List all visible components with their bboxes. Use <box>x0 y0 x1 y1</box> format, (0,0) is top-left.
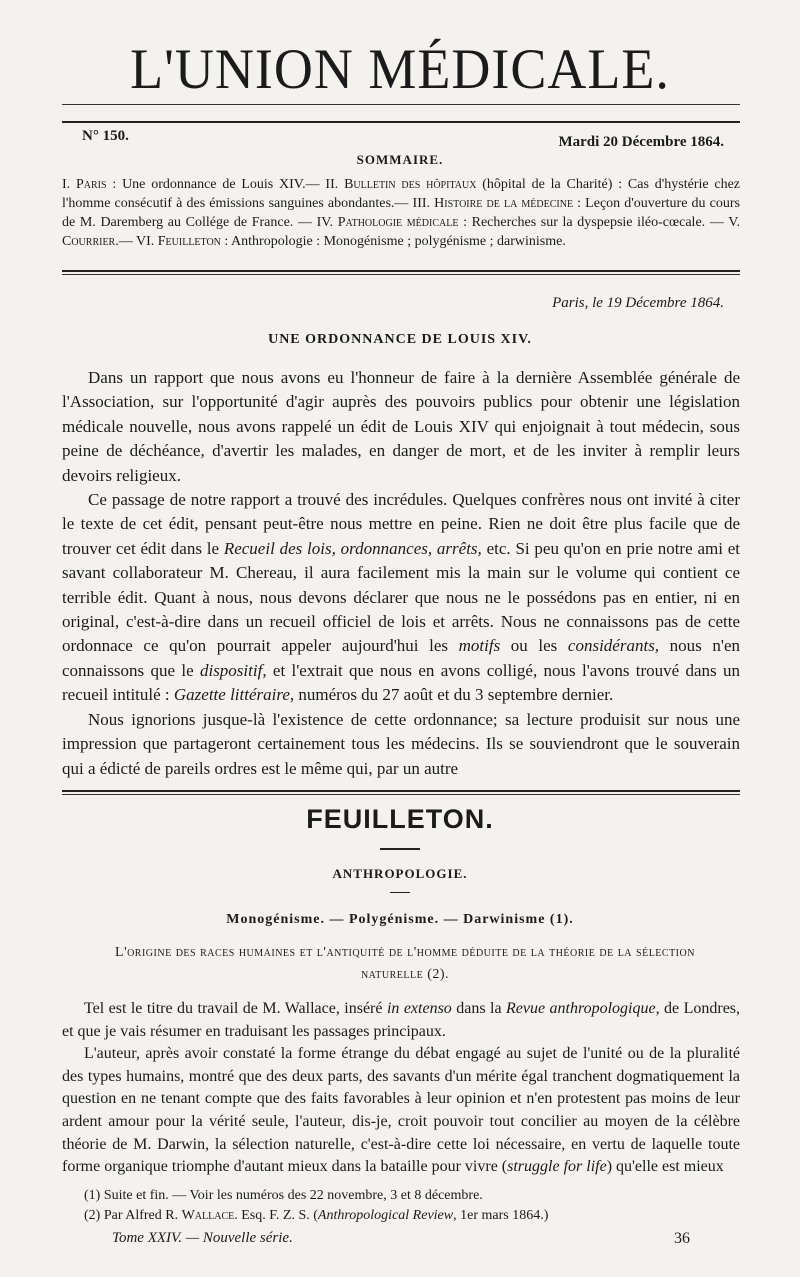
italic-span: Recueil des lois, ordonnances, arrêts, <box>223 538 482 558</box>
italic-span: Revue anthropologique, <box>506 1000 660 1017</box>
feuilleton-subtitle: Monogénisme. — Polygénisme. — Darwinisme (1). <box>226 912 574 927</box>
issue-number: N° 150. <box>82 128 129 144</box>
italic-span: in extenso <box>386 1000 452 1017</box>
sommaire-heading: SOMMAIRE. <box>356 152 444 167</box>
feuilleton-rule-thin <box>62 794 740 795</box>
feuilleton-paragraph <box>62 998 740 1043</box>
section-short-rule <box>390 892 410 893</box>
italic-span: considérants, <box>567 636 660 656</box>
italic-span: struggle for life <box>507 1158 607 1176</box>
article-title: UNE ORDONNANCE DE LOUIS XIV. <box>268 332 532 347</box>
text-span: Tel est le titre du travail de M. Wallace, inséré <box>84 1000 387 1017</box>
text-span: ou les <box>500 636 568 656</box>
summary-rule <box>62 270 740 272</box>
text-span: numéros du 27 août et du 3 septembre dernier. <box>294 685 614 705</box>
article-body <box>62 366 740 781</box>
text-span: etc. Si peu qu'on en prie notre ami et savant collaborateur M. Chereau, il aura facilement mis la main sur le volume qui contient ce terrible édit. Quant à nous, nous devons déclarer que nous ne le possédons pas en entier, ni en original, c'est-à-dire dans un recueil officiel de lois et arrêts. Nous ne connaissons pas de cette ordonnace ce qu'on pourrait appeler aujourd'hui les <box>62 538 740 656</box>
summary-text: .— VI. <box>115 234 158 249</box>
summary-text: : Une ordonnance de Louis XIV.— II. <box>106 177 345 192</box>
footnotes <box>84 1186 740 1226</box>
italic-span: dispositif, <box>199 660 267 680</box>
text-span: ) qu'elle est mieux <box>606 1158 724 1176</box>
masthead-rule <box>62 104 740 105</box>
page-number: 36 <box>674 1230 690 1247</box>
masthead-title: L'UNION MÉDICALE. <box>130 37 670 101</box>
article-dateline: Paris, le 19 Décembre 1864. <box>552 295 724 311</box>
section-heading: ANTHROPOLOGIE. <box>332 866 468 881</box>
summary-section-name: Paris <box>75 177 107 192</box>
text-span: nous n'en connaissons que le <box>62 636 741 680</box>
article-paragraph: Nous ignorions jusque-là l'existence de cette ordonnance; sa lecture produisit sur nous une impression que partageront certainement tous les médecins. Ils se souviendront que le souverain qui a édicté de pareils ordres est le même qui, par un autre <box>62 709 740 778</box>
text-span: (2) Par Alfred R. <box>84 1208 182 1223</box>
feuilleton-origine-title: L'origine des races humaines et l'antiquité de l'homme déduite de la théorie de la sélection naturelle (2). <box>115 945 695 982</box>
summary-text: (hôpital de la Charité) : Cas d'hystérie chez l'homme consécutif à des émissions sanguines abondantes.— III. <box>62 177 741 211</box>
article-paragraph: Dans un rapport que nous avons eu l'honneur de faire à la dernière Assemblée générale de l'Association, sur l'opportunité d'agir auprès des pouvoirs publics pour obtenir une législation médicale nouvelle, nous avons rappelé un édit de Louis XIV qui enjoignait à tout médecin, sous peine de déchéance, d'avertir les malades, en danger de mort, et de les inviter à remplir leurs devoirs religieux. <box>62 368 740 485</box>
footnote-1: (1) Suite et fin. — Voir les numéros des 22 novembre, 3 et 8 décembre. <box>84 1188 483 1203</box>
text-span: de Londres, et que je vais résumer en traduisant les passages principaux. <box>62 1000 741 1040</box>
summary-section-name: Feuilleton <box>157 234 221 249</box>
feuilleton-body <box>62 998 740 1179</box>
summary-section-name: Bulletin des hôpitaux <box>344 177 477 192</box>
summary-text: : Anthropologie : Monogénisme ; polygénisme ; darwinisme. <box>220 234 566 249</box>
feuilleton-heading: FEUILLETON. <box>306 804 494 834</box>
text-span: , 1er mars 1864.) <box>453 1208 549 1223</box>
text-span: dans la <box>451 1000 507 1017</box>
summary-section-name: Pathologie médicale <box>337 215 459 230</box>
summary-section-name: Histoire de la médecine <box>434 196 574 211</box>
text-span: L'auteur, après avoir constaté la forme étrange du débat engagé au sujet de l'unité ou de la pluralité des types humains, montré que des deux parts, des savants d'un mérite égal tranchent dogmatiquement la question en ne tenant compte que des faits favorables à leur opinion et n'en protestent pas moins de leur ardent amour pour la vérité seule, l'auteur, dis-je, croit pouvoir tout concilier au moyen de la célèbre théorie de M. Darwin, la sélection naturelle, c'est-à-dire cette loi nécessaire, en vertu de laquelle toute forme organique triomphe d'autant mieux dans la bataille pour vivre ( <box>62 1045 740 1176</box>
feuilleton-rule <box>62 790 740 792</box>
issue-date: Mardi 20 Décembre 1864. <box>558 134 724 150</box>
footnote-2 <box>84 1206 740 1226</box>
summary-section-name: Courrier <box>62 234 116 249</box>
header-rule <box>62 121 740 123</box>
feuilleton-paragraph <box>62 1043 740 1179</box>
text-span: . Esq. F. Z. S. ( <box>234 1208 318 1223</box>
summary-rule-thin <box>62 274 740 275</box>
italic-span: Anthropological Review <box>317 1208 454 1223</box>
article-paragraph <box>62 488 740 708</box>
summary-block <box>62 175 740 251</box>
summary-text: I. <box>62 177 76 192</box>
italic-span: motifs <box>458 636 501 656</box>
summary-text: : Recherches sur la dyspepsie iléo-cœcale. — V. <box>458 215 740 230</box>
author-name: Wallace <box>181 1208 235 1223</box>
text-span: et l'extrait que nous en avons colligé, nous l'avons trouvé dans un recueil intitulé : <box>62 660 740 705</box>
tome-footer: Tome XXIV. — Nouvelle série. <box>112 1230 293 1246</box>
italic-span: Gazette littéraire, <box>173 685 295 705</box>
text-span: Ce passage de notre rapport a trouvé des incrédules. Quelques confrères nous ont invité à citer le texte de cet édit, pensant peut-être nous mettre en peine. Rien ne doit être plus facile que de trouver cet édit dans le <box>62 490 740 558</box>
feuilleton-short-rule <box>380 848 420 850</box>
summary-text: : Leçon d'ouverture du cours de M. Daremberg au Collége de France. — IV. <box>62 196 740 230</box>
